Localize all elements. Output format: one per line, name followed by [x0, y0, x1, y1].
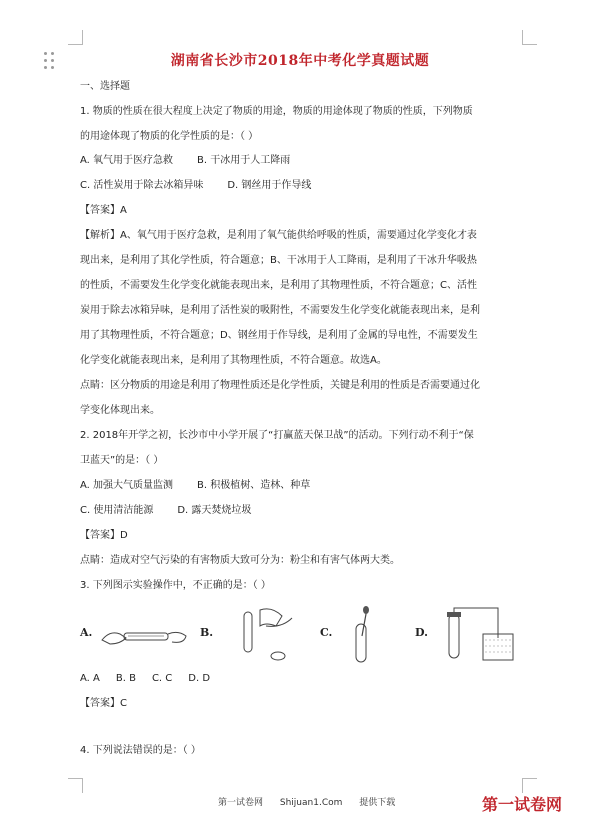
- q3-option-a: A. A: [80, 673, 100, 684]
- q4-stem: 4. 下列说法错误的是：（ ）: [80, 745, 201, 756]
- q3-answer: 【答案】C: [80, 698, 127, 709]
- q1-option-b: B. 干冰用于人工降雨: [197, 155, 291, 166]
- q1-analysis-line: 【解析】A、氧气用于医疗急救，是利用了氧气能供给呼吸的性质，需要通过化学变化才表: [80, 230, 477, 241]
- q2-stem-line: 2. 2018年开学之初，长沙市中小学开展了“打赢蓝天保卫战”的活动。下列行动不利于“保: [80, 430, 474, 441]
- q2-option-b: B. 积极植树、造林、种草: [197, 480, 311, 491]
- q3-figure-d: [415, 606, 520, 664]
- footer-download-text: 提供下载: [359, 798, 396, 808]
- page-footer: [218, 795, 409, 808]
- q1-option-c: C. 活性炭用于除去冰箱异味: [80, 180, 204, 191]
- q3-option-b: B. B: [115, 673, 136, 684]
- q1-comment-line: 点睛：区分物质的用途是利用了物理性质还是化学性质，关键是利用的性质是否需要通过化: [80, 380, 480, 391]
- q3-figure-c: [320, 606, 410, 664]
- pouring-liquid-illustration: [216, 606, 311, 664]
- page-title: 湖南省长沙市2018年中考化学真题试题: [170, 53, 430, 69]
- q3-figure-b: [200, 606, 315, 664]
- q1-option-a: A. 氧气用于医疗急救: [80, 155, 174, 166]
- q2-option-c: C. 使用清洁能源: [80, 505, 154, 516]
- q1-comment-line: 学变化体现出来。: [80, 405, 160, 416]
- q1-analysis-line: 炭用于除去冰箱异味，是利用了活性炭的吸附性，不需要发生化学变化就能表现出来，是利: [80, 305, 480, 316]
- drag-handle-icon[interactable]: [44, 52, 56, 70]
- figure-label-d: D.: [415, 626, 428, 639]
- q2-option-a: A. 加强大气质量监测: [80, 480, 174, 491]
- q1-answer: 【答案】A: [80, 205, 127, 216]
- q2-stem-line: 卫蓝天”的是：（ ）: [80, 455, 164, 466]
- q1-analysis-line: 现出来，是利用了其化学性质，符合题意；B、干冰用于人工降雨，是利用了干冰升华吸热: [80, 255, 477, 266]
- crop-mark-top-right: [522, 30, 537, 45]
- q1-options-row-1: [80, 154, 520, 179]
- q2-options-row-2: [80, 504, 520, 529]
- q1-analysis-line: 的性质，不需要发生化学变化就能表现出来，是利用了其物理性质，不符合题意；C、活性: [80, 280, 477, 291]
- q3-stem: 3. 下列图示实验操作中，不正确的是：（ ）: [80, 580, 271, 591]
- q3-option-c: C. C: [151, 673, 173, 684]
- q1-option-d: D. 钢丝用于作导线: [227, 180, 312, 191]
- q3-options-row: [80, 672, 520, 697]
- q2-options-row-1: [80, 479, 520, 504]
- q3-figures: [80, 606, 520, 666]
- heating-tube-illustration: [98, 606, 193, 664]
- footer-url: Shijuan1.Com: [279, 798, 343, 808]
- crop-mark-bottom-left: [68, 778, 83, 793]
- footer-site-name: 第一试卷网: [218, 798, 264, 808]
- figure-label-c: C.: [320, 626, 333, 639]
- q1-analysis-line: 化学变化就能表现出来，是利用了其物理性质，不符合题意。故选A。: [80, 355, 387, 366]
- q2-comment: 点睛：造成对空气污染的有害物质大致可分为：粉尘和有害气体两大类。: [80, 555, 400, 566]
- q1-stem-line: 的用途体现了物质的化学性质的是：（ ）: [80, 131, 259, 142]
- q3-figure-a: [80, 606, 195, 664]
- crop-mark-top-left: [68, 30, 83, 45]
- figure-label-a: A.: [80, 626, 93, 639]
- q1-stem-line: 1. 物质的性质在很大程度上决定了物质的用途，物质的用途体现了物质的性质，下列物质: [80, 106, 473, 117]
- section-heading: 一、选择题: [80, 81, 130, 92]
- dropper-tube-illustration: [336, 606, 406, 664]
- q1-options-row-2: [80, 179, 520, 204]
- q2-answer: 【答案】D: [80, 530, 128, 541]
- q1-analysis-line: 用了其物理性质，不符合题意；D、钢丝用于作导线，是利用了金属的导电性，不需要发生: [80, 330, 478, 341]
- crop-mark-bottom-right: [522, 778, 537, 793]
- figure-label-b: B.: [200, 626, 214, 639]
- gas-tightness-illustration: [431, 606, 521, 664]
- q2-option-d: D. 露天焚烧垃圾: [177, 505, 252, 516]
- q3-option-d: D. D: [188, 673, 211, 684]
- document-page: [80, 50, 520, 769]
- brand-watermark: 第一试卷网: [482, 795, 563, 814]
